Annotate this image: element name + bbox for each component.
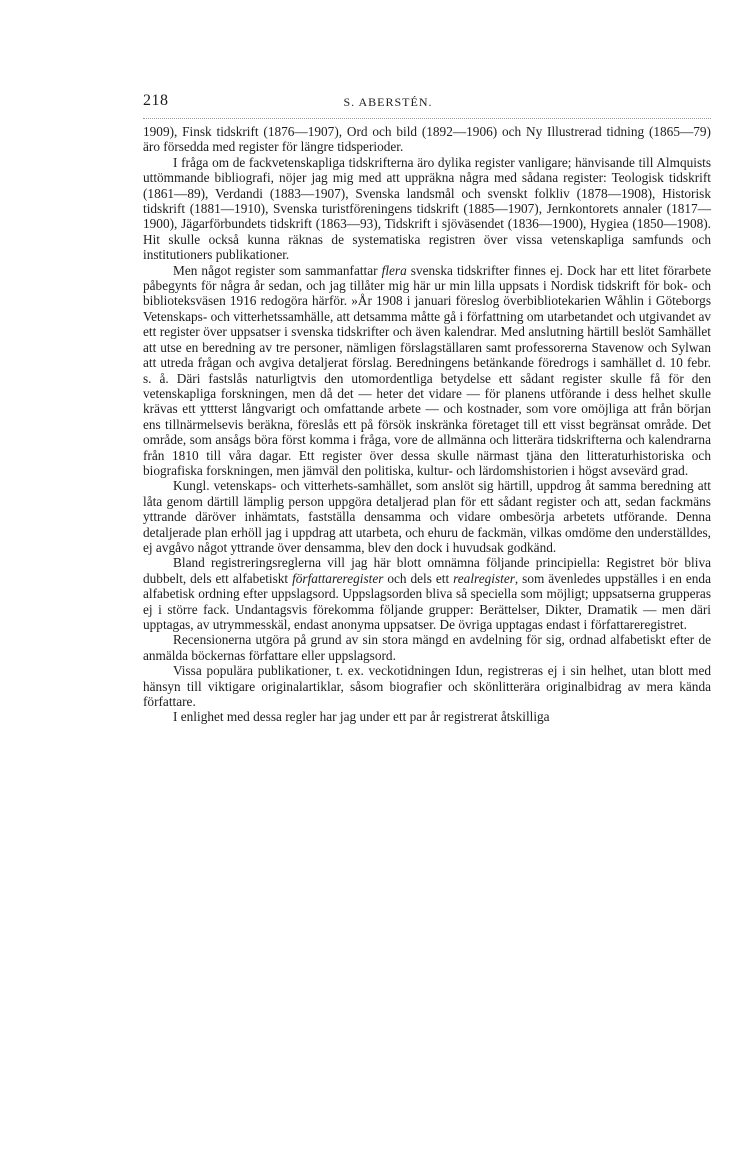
italic-text: flera <box>381 262 407 278</box>
paragraph <box>143 478 711 555</box>
text-segment: I fråga om de fackvetenskapliga tidskrifterna äro dylika register vanligare; hänvisande till Almquists uttömmande bibliografi, nöjer jag mig med att uppräkna några med sådana register: Teologisk tidskrift (1861—89), Verdandi (1883—1907), Svenska landsmål och svenskt folkliv (1878—1908), Historisk tidskrift (1881—1910), Svenska turistföreningens tidskrift (1885—1907), Jernkontorets annaler (1817—1900), Jägarförbundets tidskrift (1863—93), Tidskrift i sjöväsendet (1836—1900), Hygiea (1850—1908). Hit skulle också kunna räknas de systematiska registren över vissa vetenskapliga samfunds och institutioners publikationer. <box>143 154 711 263</box>
text-segment: I enlighet med dessa regler har jag under ett par år registrerat åtskilliga <box>173 709 550 725</box>
text-segment: Kungl. vetenskaps- och vitterhets-samhället, som anslöt sig härtill, uppdrog åt samma beredning att låta genom därtill lämplig person uppgöra detaljerad plan för ett sådant register och att, sedan fackmäns yttrande däröver inhämtats, fastställa densamma och vidare ombesörja arbetets utförande. Denna detaljerade plan erhöll jag i uppdrag att utarbeta, och ehuru de fackmän, vilkas omdöme den underställdes, ej avgåvo något yttrande över densamma, blev den dock i huvudsak godkänd. <box>143 478 711 555</box>
paragraph <box>143 663 711 709</box>
paragraph <box>143 709 711 724</box>
page-number: 218 <box>143 92 169 109</box>
text-segment: , som ävenledes uppställes i en enda alfabetisk ordning efter uppslagsord. Uppslagsorden bliva så speciella som möjligt; uppsatserna grupperas ej i större fack. Undantagsvis förekomma följande grupper: Berättelser, Dikter, Dramatik — men däri upptagas, av utrymmesskäl, endast anonyma uppsatser. De övriga upptagas endast i författareregistret. <box>143 570 711 632</box>
text-segment: Vissa populära publikationer, t. ex. veckotidningen Idun, registreras ej i sin helhet, utan blott med hänsyn till viktigare originalartiklar, såsom biografier och skönlitterära originalbidrag av mera kända författare. <box>143 663 711 710</box>
text-segment: 1909), Finsk tidskrift (1876—1907), Ord och bild (1892—1906) och Ny Illustrerad tidning (1865—79) äro försedda med register för längre tidsperioder. <box>143 124 711 155</box>
paragraph <box>143 263 711 479</box>
paragraph <box>143 155 711 263</box>
text-segment: Recensionerna utgöra på grund av sin stora mängd en avdelning för sig, ordnad alfabetiskt efter de anmälda böckernas författare eller uppslagsord. <box>143 632 711 663</box>
paragraph <box>143 124 711 155</box>
text-segment: och dels ett <box>383 570 454 586</box>
text-segment: Men något register som sammanfattar <box>173 262 382 278</box>
text-segment: svenska tidskrifter finnes ej. Dock har ett litet förarbete påbegynts för några år sedan, och jag tillåter mig här ur min lilla uppsats i Nordisk tidskrift för bok- och biblioteksväsen 1916 redogöra härför. »År 1908 i januari föreslog överbibliotekarien Wåhlin i Göteborgs Vetenskaps- och vitterhetssamhälle, att detsamma måtte gå i författning om utarbetandet och utgivandet av ett register över uppsatser i svenska tidskrifter och även kalendrar. Med anslutning härtill beslöt Samhället att utse en beredning av tre personer, nämligen förslagställaren samt professorerna Stavenow och Sylwan att utreda frågan och avgiva detaljerat förslag. Beredningens betänkande föredrogs i samhället d. 10 febr. s. å. Däri fastslås naturligtvis den utomordentliga betydelse ett sådant register skulle få för den vetenskapliga forskningen, men då det — heter det vidare — för planens utförande i dess helhet skulle krävas ett yttterst långvarigt och omfattande arbete — och kostnader, som vore omöjliga att från början ens tillnärmelsevis beräkna, föreslås ett på försök inskränka företaget till ett visst begränsat område. Det område, som ansågs böra först komma i fråga, vore de allmänna och litterära tidskrifterna och kalendrarna från 1810 till våra dagar. Ett register över dessa skulle närmast tjäna den litteraturhistoriska och biografiska forskningen, men jämväl den politiska, kultur- och lärdomshistorien i högst avsevärd grad. <box>143 262 711 478</box>
paragraph <box>143 632 711 663</box>
body-text <box>143 124 711 725</box>
italic-text: författareregister <box>292 570 384 586</box>
italic-text: realregister <box>453 570 515 586</box>
text-segment: Bland registreringsreglerna vill jag här blott omnämna följande principiella: Registret bör bliva dubbelt, dels ett alfabetiskt <box>143 555 711 586</box>
paragraph <box>143 555 711 632</box>
header-rule <box>143 118 711 119</box>
running-head: S. ABERSTÉN. <box>343 95 433 109</box>
